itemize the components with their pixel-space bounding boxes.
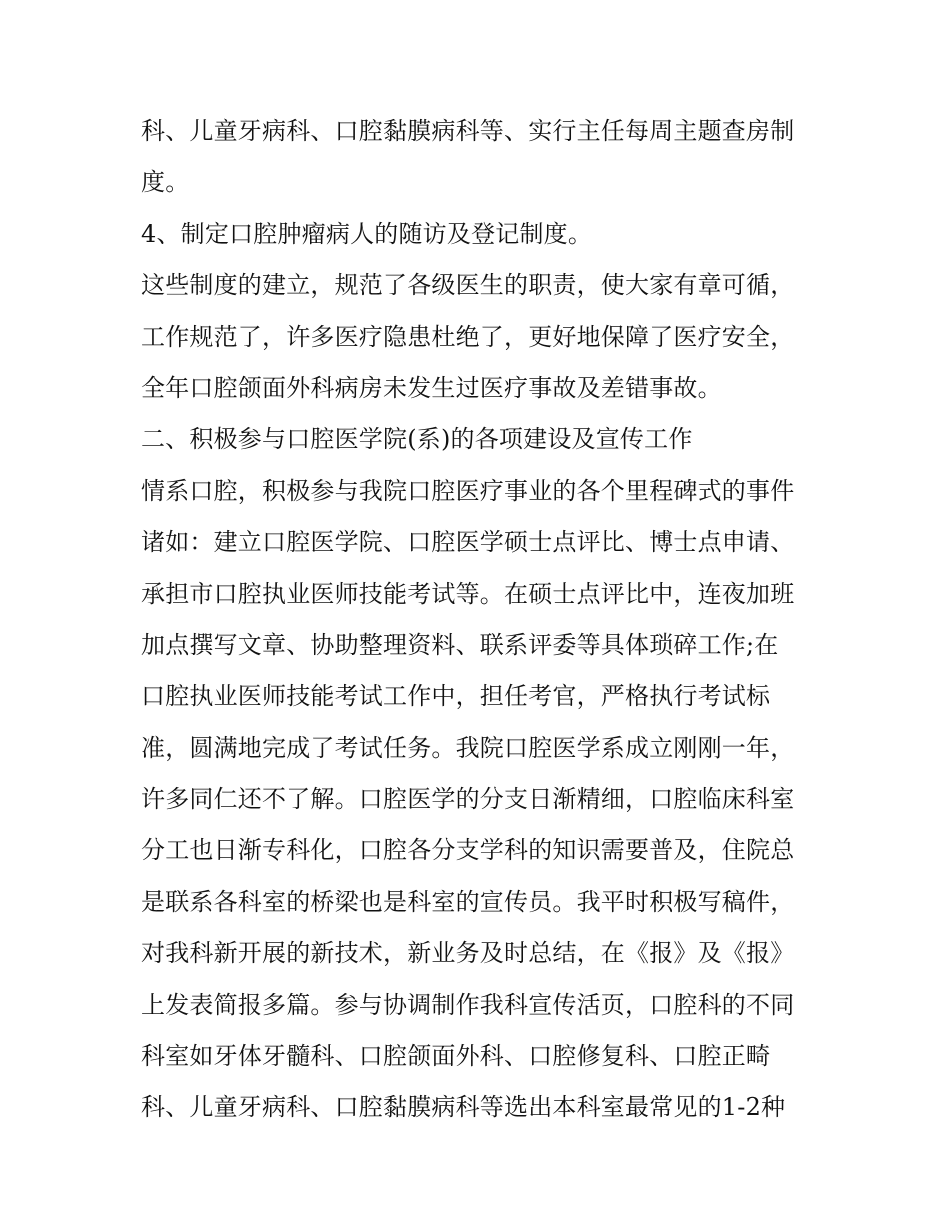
text-line: 口腔执业医师技能考试工作中，担任考官，严格执行考试标 bbox=[141, 682, 771, 711]
text-line: 准，圆满地完成了考试任务。我院口腔医学系成立刚刚一年， bbox=[141, 733, 795, 762]
text-line: 分工也日渐专科化，口腔各分支学科的知识需要普及，住院总 bbox=[141, 836, 795, 865]
text-line: 科室如牙体牙髓科、口腔颌面外科、口腔修复科、口腔正畸 bbox=[141, 1042, 771, 1071]
text-line: 上发表简报多篇。参与协调制作我科宣传活页，口腔科的不同 bbox=[141, 990, 795, 1019]
text-line: 是联系各科室的桥梁也是科室的宣传员。我平时积极写稿件， bbox=[141, 887, 795, 916]
text-line: 许多同仁还不了解。口腔医学的分支日渐精细，口腔临床科室 bbox=[141, 785, 795, 814]
text-line: 工作规范了，许多医疗隐患杜绝了，更好地保障了医疗安全， bbox=[141, 322, 795, 351]
text-line: 这些制度的建立，规范了各级医生的职责，使大家有章可循， bbox=[141, 271, 795, 300]
text-line: 诸如：建立口腔医学院、口腔医学硕士点评比、博士点申请、 bbox=[141, 528, 795, 557]
text-line: 全年口腔颌面外科病房未发生过医疗事故及差错事故。 bbox=[141, 373, 722, 402]
text-line: 承担市口腔执业医师技能考试等。在硕士点评比中，连夜加班 bbox=[141, 579, 795, 608]
text-line: 4、制定口腔肿瘤病人的随访及登记制度。 bbox=[141, 219, 593, 248]
text-line: 加点撰写文章、协助整理资料、联系评委等具体琐碎工作;在 bbox=[141, 630, 779, 659]
text-line: 度。 bbox=[141, 168, 190, 197]
text-line: 科、儿童牙病科、口腔黏膜病科等选出本科室最常见的1-2种 bbox=[141, 1093, 786, 1122]
text-line: 科、儿童牙病科、口腔黏膜病科等、实行主任每周主题查房制 bbox=[141, 117, 795, 145]
document-body bbox=[141, 106, 821, 1134]
text-line: 情系口腔，积极参与我院口腔医疗事业的各个里程碑式的事件 bbox=[141, 476, 795, 505]
text-line: 对我科新开展的新技术，新业务及时总结，在《报》及《报》 bbox=[141, 939, 795, 968]
section-heading: 二、积极参与口腔医学院(系)的各项建设及宣传工作 bbox=[141, 425, 693, 454]
